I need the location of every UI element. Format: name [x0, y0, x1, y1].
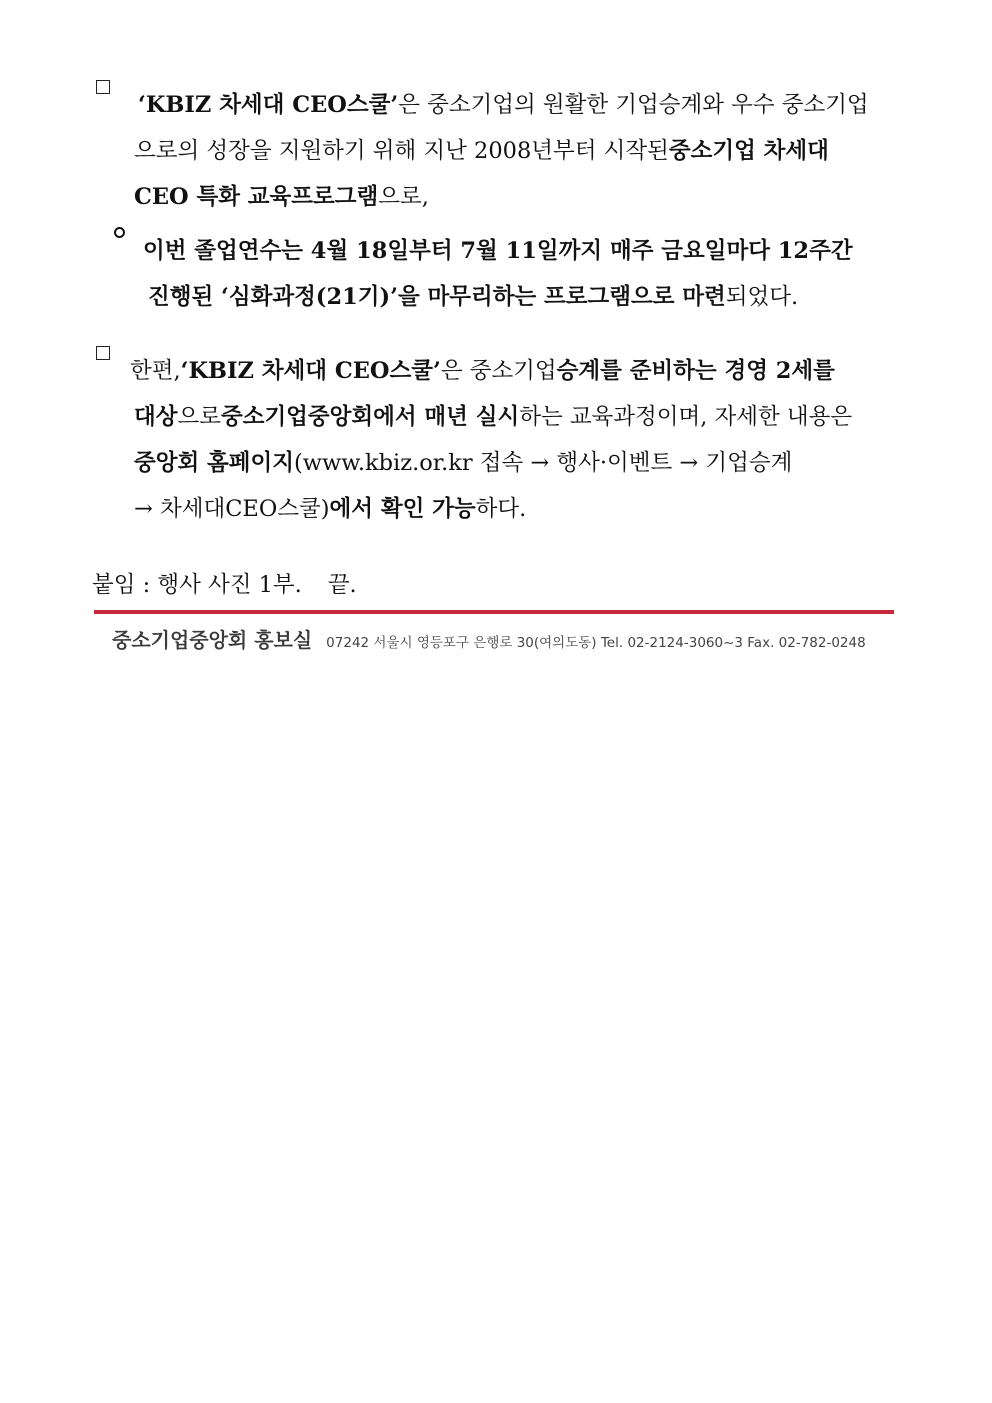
paragraph-line: [96, 174, 898, 220]
circle-bullet-icon: [114, 227, 125, 238]
paragraph-kbiz-intro: [96, 82, 898, 220]
text-bold: CEO 특화 교육프로그램: [134, 184, 379, 210]
attachment-note: [92, 562, 357, 608]
text-segment: 은 중소기업: [440, 358, 557, 384]
paragraph-line: [96, 486, 898, 532]
footer-address: 07242 서울시 영등포구 은행로 30(여의도동) Tel. 02-2124-3060~3 Fax. 02-782-0248: [326, 635, 866, 651]
text-segment: 한편,: [130, 358, 181, 384]
homepage-path: (www.kbiz.or.kr 접속 → 행사·이벤트 → 기업승계: [293, 450, 793, 476]
attachment-text: 붙임 : 행사 사진 1부.: [92, 572, 302, 598]
text-bold: 진행된 ‘심화과정(21기)’을 마무리하는 프로그램으로 마련: [148, 284, 726, 310]
paragraph-line: [96, 348, 898, 394]
program-name: ‘KBIZ 차세대 CEO스쿨’: [180, 358, 441, 384]
footer: [112, 624, 866, 653]
text-segment: 되었다.: [725, 284, 799, 310]
footer-organization: 중소기업중앙회 홍보실: [112, 628, 313, 652]
text-segment: 하는 교육과정이며, 자세한 내용은: [519, 404, 853, 430]
footer-divider: [94, 610, 894, 614]
paragraph-graduation: [96, 228, 898, 320]
paragraph-line: [96, 440, 898, 486]
text-segment: 으로의 성장을 지원하기 위해 지난 2008년부터 시작된: [134, 138, 669, 164]
paragraph-line: [96, 128, 898, 174]
paragraph-line: [96, 228, 898, 274]
homepage-label: 중앙회 홈페이지: [134, 450, 294, 476]
text-bold: 중소기업중앙회에서 매년 실시: [220, 404, 520, 430]
paragraph-info: [96, 348, 898, 532]
paragraph-line: [96, 394, 898, 440]
text-segment: 으로: [177, 404, 221, 430]
text-bold: 대상: [134, 404, 178, 430]
square-bullet-icon: [96, 80, 110, 94]
paragraph-line: [96, 82, 898, 128]
line-text: [138, 82, 898, 128]
text-segment: → 차세대CEO스쿨): [134, 496, 330, 522]
end-mark: 끝.: [327, 572, 357, 598]
text-segment: 으로,: [378, 184, 429, 210]
square-bullet-icon: [96, 346, 110, 360]
program-name: ‘KBIZ 차세대 CEO스쿨’: [138, 92, 399, 118]
text-bold: 중소기업 차세대: [668, 138, 829, 164]
text-segment: 하다.: [475, 496, 527, 522]
text-bold: 이번 졸업연수는 4월 18일부터 7월 11일까지 매주 금요일마다 12주간: [143, 238, 853, 264]
text-segment: 은 중소기업의 원활한 기업승계와 우수 중소기업: [398, 92, 869, 118]
text-bold: 에서 확인 가능: [329, 496, 476, 522]
paragraph-line: [96, 274, 898, 320]
text-bold: 승계를 준비하는 경영 2세를: [556, 358, 835, 384]
